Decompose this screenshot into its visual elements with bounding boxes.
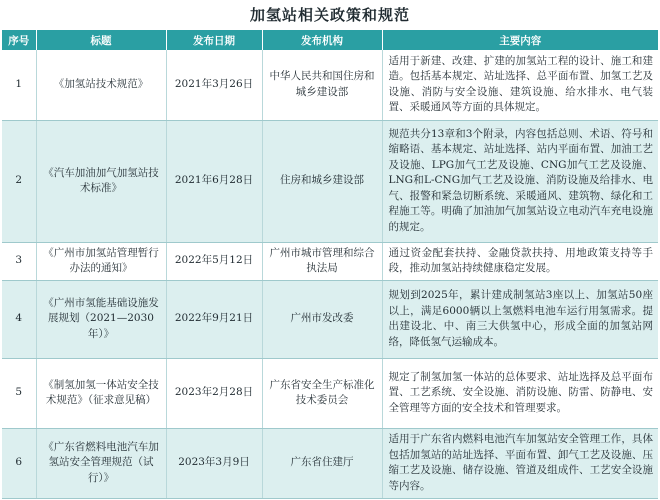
cell-title: 《制氢加氢一体站安全技术规范》（征求意见稿） bbox=[36, 358, 166, 428]
table-row bbox=[2, 428, 658, 498]
cell-title: 《汽车加油加气加氢站技术标准》 bbox=[36, 120, 166, 242]
cell-no: 3 bbox=[2, 242, 36, 280]
table-row bbox=[2, 358, 658, 428]
table-row bbox=[2, 280, 658, 358]
cell-no: 1 bbox=[2, 50, 36, 120]
cell-org: 中华人民共和国住房和城乡建设部 bbox=[262, 50, 382, 120]
cell-org: 广东省住建厅 bbox=[262, 428, 382, 498]
cell-date: 2023年2月28日 bbox=[166, 358, 262, 428]
cell-date: 2022年5月12日 bbox=[166, 242, 262, 280]
cell-date: 2022年9月21日 bbox=[166, 280, 262, 358]
policy-table bbox=[2, 30, 658, 499]
cell-content: 通过资金配套扶持、金融贷款扶持、用地政策支持等手段，推动加氢站持续健康稳定发展。 bbox=[382, 242, 658, 280]
cell-date: 2023年3月9日 bbox=[166, 428, 262, 498]
cell-content: 适用于新建、改建、扩建的加氢站工程的设计、施工和建造。包括基本规定、站址选择、总平面布置、加氢工艺及设施、消防与安全设施、建筑设施、给水排水、电气装置、采暖通风等方面的具体规定。 bbox=[382, 50, 658, 120]
cell-no: 6 bbox=[2, 428, 36, 498]
cell-no: 4 bbox=[2, 280, 36, 358]
cell-content: 规范共分13章和3个附录，内容包括总则、术语、符号和缩略语、基本规定、站址选择、站内平面布置、加油工艺及设施、LPG加气工艺及设施、CNG加气工艺及设施、LNG和L-CNG加气工艺及设施、消防设施及给排水、电气、报警和紧急切断系统、采暖通风、建筑物、绿化和工程施工等。明确了加油加气加氢站设立电动汽车充电设施的规定。 bbox=[382, 120, 658, 242]
cell-content: 规定了制氢加氢一体站的总体要求、站址选择及总平面布置、工艺系统、安全设施、消防设施、防雷、防静电、安全管理等方面的安全技术和管理要求。 bbox=[382, 358, 658, 428]
cell-no: 2 bbox=[2, 120, 36, 242]
cell-org: 住房和城乡建设部 bbox=[262, 120, 382, 242]
cell-title: 《广州市加氢站管理暂行办法的通知》 bbox=[36, 242, 166, 280]
cell-content: 规划到2025年，累计建成制氢站3座以上、加氢站50座以上，满足6000辆以上氢燃料电池车运行用氢需求。提出建设北、中、南三大供氢中心，形成全面的加氢站网络，降低氢气运输成本。 bbox=[382, 280, 658, 358]
cell-date: 2021年3月26日 bbox=[166, 50, 262, 120]
header-title: 标题 bbox=[36, 30, 166, 50]
cell-content: 适用于广东省内燃料电池汽车加氢站安全管理工作，具体包括加氢站的站址选择、平面布置、卸气工艺及设施、压缩工艺及设施、储存设施、管道及组成件、工艺安全设施等内容。 bbox=[382, 428, 658, 498]
header-no: 序号 bbox=[2, 30, 36, 50]
cell-title: 《广东省燃料电池汽车加氢站安全管理规范（试行）》 bbox=[36, 428, 166, 498]
cell-date: 2021年6月28日 bbox=[166, 120, 262, 242]
cell-title: 《广州市氢能基础设施发展规划（2021—2030年）》 bbox=[36, 280, 166, 358]
table-title: 加氢站相关政策和规范 bbox=[249, 6, 410, 24]
cell-title: 《加氢站技术规范》 bbox=[36, 50, 166, 120]
cell-org: 广州市城市管理和综合执法局 bbox=[262, 242, 382, 280]
header-content: 主要内容 bbox=[382, 30, 658, 50]
header-org: 发布机构 bbox=[262, 30, 382, 50]
cell-org: 广州市发改委 bbox=[262, 280, 382, 358]
cell-org: 广东省安全生产标准化技术委员会 bbox=[262, 358, 382, 428]
table-row bbox=[2, 50, 658, 120]
table-header-row bbox=[2, 30, 658, 50]
cell-no: 5 bbox=[2, 358, 36, 428]
header-date: 发布日期 bbox=[166, 30, 262, 50]
table-row bbox=[2, 242, 658, 280]
table-row bbox=[2, 120, 658, 242]
